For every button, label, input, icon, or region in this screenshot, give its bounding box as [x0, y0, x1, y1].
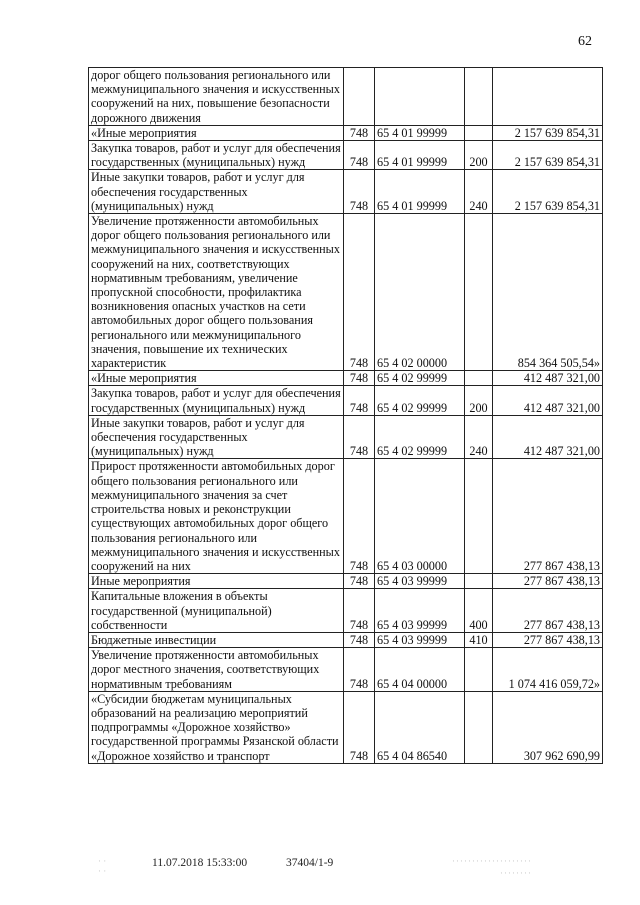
row-vr-cell: 200 — [465, 141, 493, 170]
row-grbs-cell: 748 — [344, 125, 375, 140]
table-row — [89, 170, 603, 214]
row-grbs-cell: 748 — [344, 371, 375, 386]
row-csr-cell: 65 4 04 86540 — [375, 691, 465, 763]
table-row — [89, 214, 603, 371]
table-row — [89, 632, 603, 647]
row-name-cell: Прирост протяженности автомобильных дорог общего пользования регионального или межмуниципального значения за счет строительства новых и реконструкции существующих автомобильных дорог общего пользования регионального или межмуниципального значения и искусственных сооружений на них — [89, 459, 344, 574]
row-sum-cell: 412 487 321,00 — [493, 371, 603, 386]
row-name-cell: Закупка товаров, работ и услуг для обеспечения государственных (муниципальных) нужд — [89, 141, 344, 170]
row-csr-cell: 65 4 01 99999 — [375, 170, 465, 214]
budget-table — [88, 67, 603, 764]
row-name-cell: Иные закупки товаров, работ и услуг для обеспечения государственных (муниципальных) нужд — [89, 170, 344, 214]
row-vr-cell — [465, 214, 493, 371]
row-sum-cell: 277 867 438,13 — [493, 574, 603, 589]
row-sum-cell: 277 867 438,13 — [493, 589, 603, 633]
row-sum-cell: 854 364 505,54» — [493, 214, 603, 371]
stamp-mark: · · — [98, 866, 107, 876]
row-sum-cell: 277 867 438,13 — [493, 459, 603, 574]
row-csr-cell: 65 4 02 99999 — [375, 386, 465, 415]
row-grbs-cell: 748 — [344, 589, 375, 633]
row-sum-cell — [493, 68, 603, 126]
row-vr-cell — [465, 691, 493, 763]
stamp-mark: ········ — [500, 868, 532, 878]
row-vr-cell: 400 — [465, 589, 493, 633]
row-name-cell: Бюджетные инвестиции — [89, 632, 344, 647]
table-row — [89, 589, 603, 633]
stamp-mark: ···················· — [452, 856, 532, 866]
row-vr-cell — [465, 648, 493, 692]
table-row — [89, 415, 603, 459]
row-vr-cell — [465, 574, 493, 589]
row-sum-cell: 2 157 639 854,31 — [493, 141, 603, 170]
row-name-cell: Увеличение протяженности автомобильных дорог местного значения, соответствующих нормативным требованиям — [89, 648, 344, 692]
row-sum-cell: 2 157 639 854,31 — [493, 170, 603, 214]
row-sum-cell: 1 074 416 059,72» — [493, 648, 603, 692]
row-grbs-cell: 748 — [344, 141, 375, 170]
budget-table-body — [89, 68, 603, 764]
table-row — [89, 68, 603, 126]
row-csr-cell: 65 4 02 99999 — [375, 371, 465, 386]
row-vr-cell: 200 — [465, 386, 493, 415]
row-csr-cell: 65 4 02 99999 — [375, 415, 465, 459]
row-name-cell: Иные закупки товаров, работ и услуг для обеспечения государственных (муниципальных) нужд — [89, 415, 344, 459]
table-row — [89, 371, 603, 386]
row-csr-cell: 65 4 03 99999 — [375, 589, 465, 633]
row-csr-cell: 65 4 02 00000 — [375, 214, 465, 371]
row-name-cell: «Субсидии бюджетам муниципальных образований на реализацию мероприятий подпрограммы «Дорожное хозяйство» государственной программы Рязанской области «Дорожное хозяйство и транспорт — [89, 691, 344, 763]
row-grbs-cell: 748 — [344, 691, 375, 763]
table-row — [89, 648, 603, 692]
table-row — [89, 125, 603, 140]
row-vr-cell — [465, 68, 493, 126]
row-grbs-cell: 748 — [344, 459, 375, 574]
row-sum-cell: 277 867 438,13 — [493, 632, 603, 647]
row-name-cell: «Иные мероприятия — [89, 125, 344, 140]
row-sum-cell: 2 157 639 854,31 — [493, 125, 603, 140]
row-sum-cell: 307 962 690,99 — [493, 691, 603, 763]
table-row — [89, 459, 603, 574]
row-name-cell: Увеличение протяженности автомобильных дорог общего пользования регионального или межмуниципального значения и искусственных сооружений на них, соответствующих нормативным требованиям, увеличение пропускной способности, профилактика возникновения опасных участков на сети автомобильных дорог общего пользования регионального или межмуниципального значения, повышение их технических характеристик — [89, 214, 344, 371]
page-number: 62 — [578, 34, 592, 49]
footer-doc-number: 37404/1-9 — [286, 857, 334, 869]
row-grbs-cell: 748 — [344, 386, 375, 415]
row-name-cell: Иные мероприятия — [89, 574, 344, 589]
row-grbs-cell: 748 — [344, 415, 375, 459]
row-grbs-cell: 748 — [344, 214, 375, 371]
row-vr-cell: 240 — [465, 415, 493, 459]
row-grbs-cell: 748 — [344, 574, 375, 589]
row-csr-cell: 65 4 03 99999 — [375, 632, 465, 647]
row-grbs-cell: 748 — [344, 648, 375, 692]
row-csr-cell: 65 4 01 99999 — [375, 141, 465, 170]
row-vr-cell: 240 — [465, 170, 493, 214]
row-csr-cell: 65 4 04 00000 — [375, 648, 465, 692]
footer-timestamp: 11.07.2018 15:33:00 — [152, 857, 248, 869]
row-grbs-cell: 748 — [344, 632, 375, 647]
row-vr-cell — [465, 459, 493, 574]
row-vr-cell: 410 — [465, 632, 493, 647]
table-row — [89, 691, 603, 763]
row-name-cell: Капитальные вложения в объекты государственной (муниципальной) собственности — [89, 589, 344, 633]
table-row — [89, 141, 603, 170]
row-name-cell: дорог общего пользования регионального или межмуниципального значения и искусственных сооружений на них, повышение безопасности дорожного движения — [89, 68, 344, 126]
row-csr-cell — [375, 68, 465, 126]
row-vr-cell — [465, 371, 493, 386]
row-csr-cell: 65 4 01 99999 — [375, 125, 465, 140]
row-csr-cell: 65 4 03 00000 — [375, 459, 465, 574]
row-csr-cell: 65 4 03 99999 — [375, 574, 465, 589]
row-name-cell: «Иные мероприятия — [89, 371, 344, 386]
table-row — [89, 386, 603, 415]
row-grbs-cell — [344, 68, 375, 126]
row-sum-cell: 412 487 321,00 — [493, 415, 603, 459]
row-vr-cell — [465, 125, 493, 140]
row-grbs-cell: 748 — [344, 170, 375, 214]
row-name-cell: Закупка товаров, работ и услуг для обеспечения государственных (муниципальных) нужд — [89, 386, 344, 415]
table-row — [89, 574, 603, 589]
stamp-mark: · · — [98, 856, 107, 866]
row-sum-cell: 412 487 321,00 — [493, 386, 603, 415]
